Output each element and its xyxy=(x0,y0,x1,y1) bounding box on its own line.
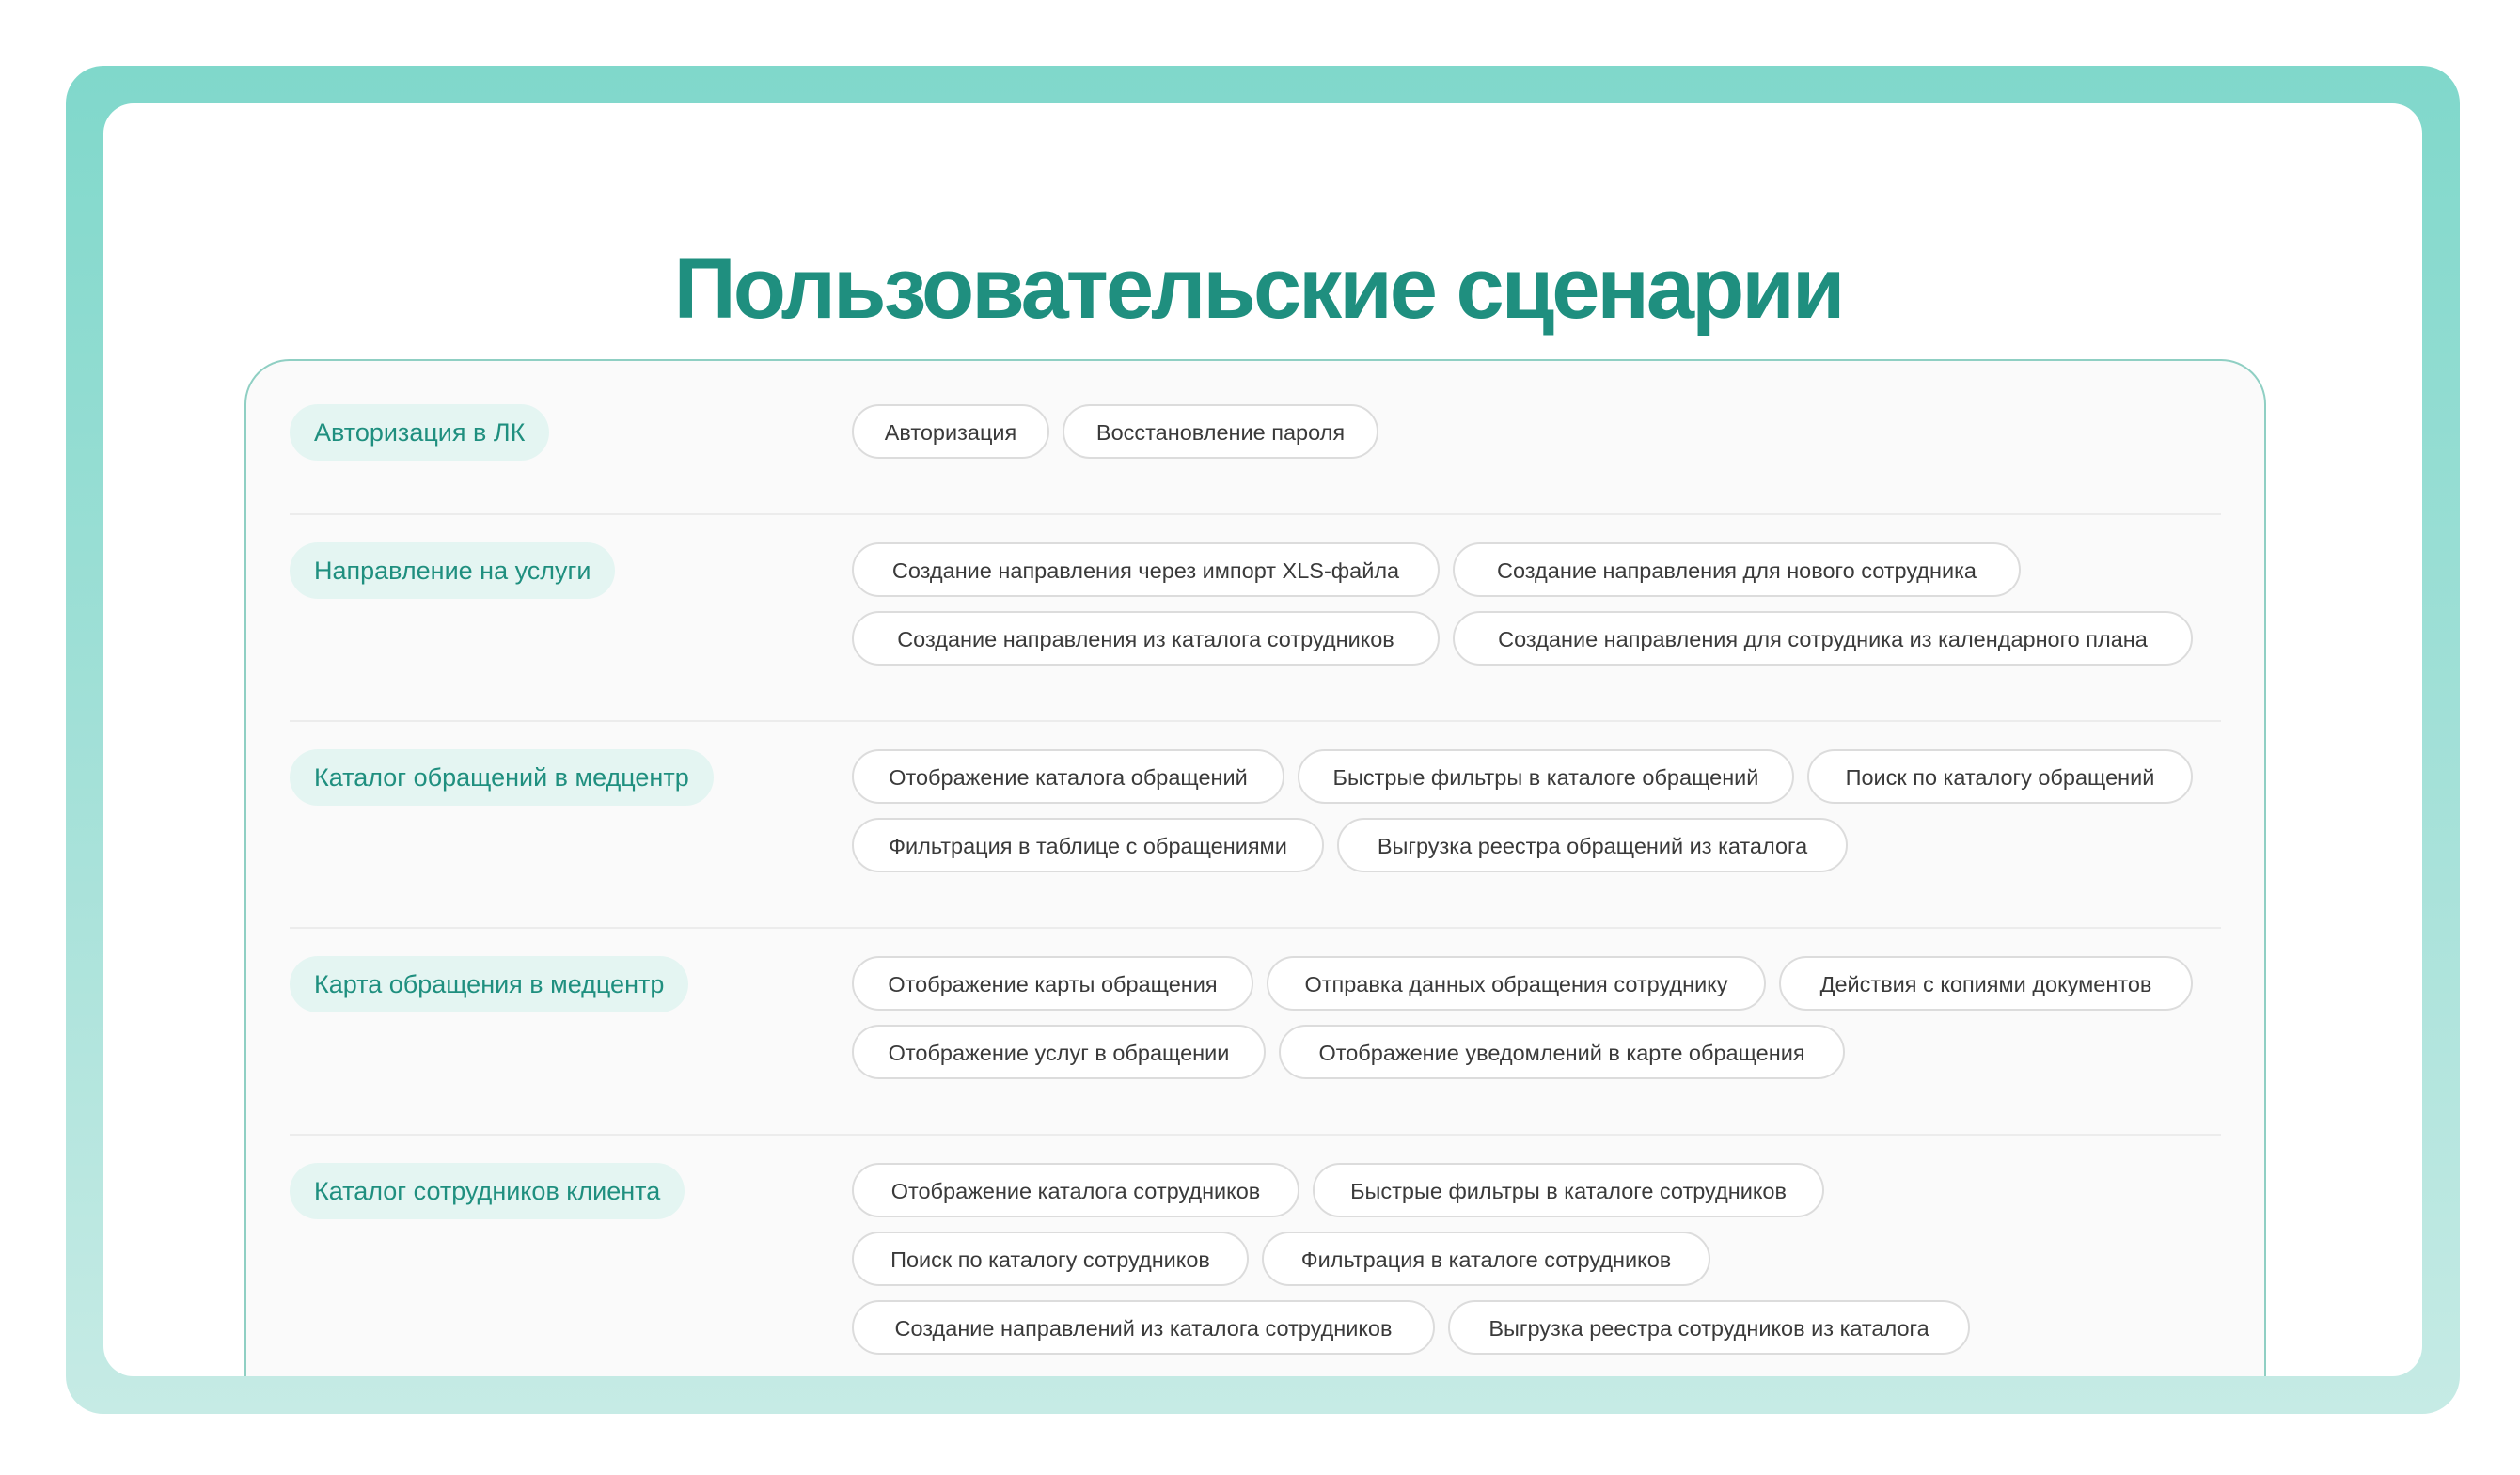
section-divider xyxy=(290,720,2221,722)
section-divider xyxy=(290,927,2221,929)
scenario-chip[interactable]: Быстрые фильтры в каталоге обращений xyxy=(1298,749,1794,804)
scenario-chip[interactable]: Фильтрация в таблице с обращениями xyxy=(852,818,1324,872)
scenario-group-label: Каталог сотрудников клиента xyxy=(290,1163,685,1219)
scenario-chip[interactable]: Действия с копиями документов xyxy=(1779,956,2193,1011)
outer-frame xyxy=(66,66,2460,1414)
scenario-chip[interactable]: Отображение карты обращения xyxy=(852,956,1253,1011)
scenario-group-label: Каталог обращений в медцентр xyxy=(290,749,714,806)
scenario-chip[interactable]: Создание направлений из каталога сотрудников xyxy=(852,1300,1435,1355)
scenario-group-label: Авторизация в ЛК xyxy=(290,404,549,461)
slide-panel xyxy=(103,103,2422,1376)
section-divider xyxy=(290,513,2221,515)
scenario-chip[interactable]: Создание направления из каталога сотрудников xyxy=(852,611,1440,666)
scenario-chip[interactable]: Поиск по каталогу сотрудников xyxy=(852,1232,1249,1286)
scenario-chip[interactable]: Создание направления для сотрудника из календарного плана xyxy=(1453,611,2193,666)
scenario-group-label: Карта обращения в медцентр xyxy=(290,956,688,1012)
scenario-card xyxy=(244,359,2266,1376)
scenario-chip[interactable]: Выгрузка реестра обращений из каталога xyxy=(1337,818,1848,872)
scenario-group-label: Направление на услуги xyxy=(290,542,615,599)
scenario-chip[interactable]: Отображение каталога сотрудников xyxy=(852,1163,1299,1217)
scenario-chip[interactable]: Создание направления для нового сотрудника xyxy=(1453,542,2021,597)
scenario-chip[interactable]: Отправка данных обращения сотруднику xyxy=(1267,956,1766,1011)
scenario-chip[interactable]: Отображение каталога обращений xyxy=(852,749,1284,804)
page-title: Пользовательские сценарии xyxy=(673,241,1843,337)
scenario-chip[interactable]: Поиск по каталогу обращений xyxy=(1807,749,2193,804)
scenario-chip[interactable]: Восстановление пароля xyxy=(1063,404,1378,459)
scenario-chip[interactable]: Выгрузка реестра сотрудников из каталога xyxy=(1448,1300,1970,1355)
scenario-chip[interactable]: Авторизация xyxy=(852,404,1049,459)
scenario-chip[interactable]: Фильтрация в каталоге сотрудников xyxy=(1262,1232,1710,1286)
scenario-chip[interactable]: Отображение услуг в обращении xyxy=(852,1025,1266,1079)
scenario-chip[interactable]: Создание направления через импорт XLS-файла xyxy=(852,542,1440,597)
section-divider xyxy=(290,1134,2221,1136)
scenario-chip[interactable]: Быстрые фильтры в каталоге сотрудников xyxy=(1313,1163,1824,1217)
scenario-chip[interactable]: Отображение уведомлений в карте обращения xyxy=(1279,1025,1845,1079)
